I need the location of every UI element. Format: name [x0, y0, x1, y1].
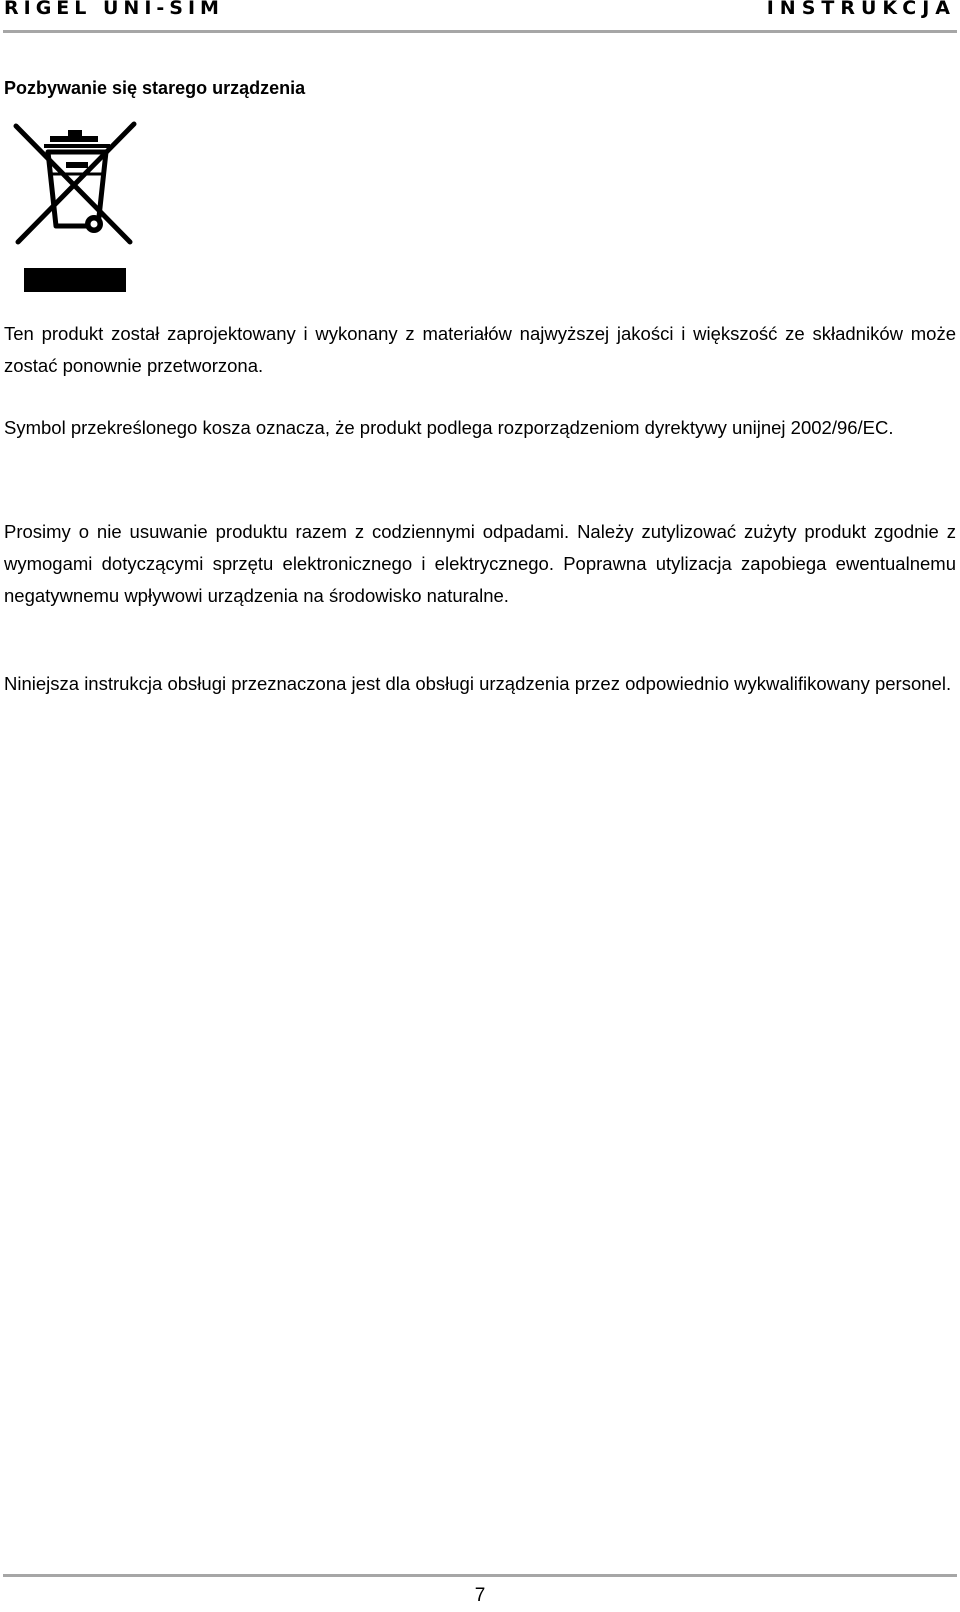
paragraph-qualified-personnel: Niniejsza instrukcja obsługi przeznaczona jest dla obsługi urządzenia przez odpowiednio wykwalifikowany personel. — [4, 673, 952, 694]
paragraph-disposal-instructions: Prosimy o nie usuwanie produktu razem z codziennymi odpadami. Należy zutylizować zużyty produkt zgodnie z wymogami dotyczącymi sprzętu elektronicznego i elektrycznego. Poprawna utylizacja zapobiega ewentualnemu negatywnemu wpływowi urządzenia na środowisko naturalne. — [4, 521, 956, 606]
page-header — [0, 0, 960, 34]
header-divider — [3, 30, 957, 33]
page-number: 7 — [474, 1585, 486, 1606]
header-product-name: RIGEL UNI-SIM — [4, 0, 224, 19]
paragraph-recyclable-materials: Ten produkt został zaprojektowany i wykonany z materiałów najwyższej jakości i większość ze składników może zostać ponownie przetworzona. — [4, 323, 956, 376]
paragraph-weee-directive: Symbol przekreślonego kosza oznacza, że produkt podlega rozporządzeniom dyrektywy unijnej 2002/96/EC. — [4, 417, 894, 438]
header-document-type: INSTRUKCJA — [766, 0, 956, 19]
crossed-out-wheelie-bin-icon — [10, 120, 142, 300]
footer-divider — [3, 1574, 957, 1577]
section-title: Pozbywanie się starego urządzenia — [4, 78, 306, 98]
